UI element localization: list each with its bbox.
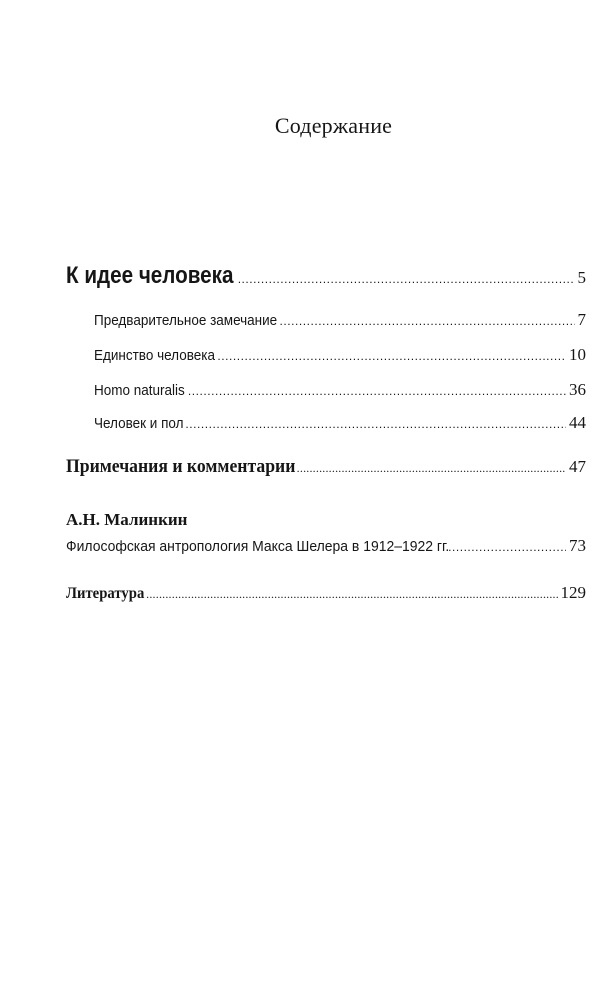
toc-entry-man-and-sex xyxy=(94,413,586,433)
page-title: Содержание xyxy=(274,113,393,138)
toc-entry-preliminary-remark xyxy=(94,310,586,330)
toc-entry-unity-of-man xyxy=(94,345,586,365)
toc-entry-literature xyxy=(66,583,586,603)
toc-entry-title: Примечания и комментарии xyxy=(66,456,296,477)
toc-entry-title: К идее человека xyxy=(66,262,234,289)
toc-entry-title: Философская антропология Макса Шелера в 1912–1922 гг. xyxy=(66,538,450,555)
dot-leader xyxy=(448,538,566,555)
toc-page-number: 7 xyxy=(577,310,586,329)
toc-entry-part-1 xyxy=(66,262,586,290)
dot-leader xyxy=(238,270,575,288)
toc-entry-title: Человек и пол xyxy=(94,415,184,432)
dot-leader xyxy=(217,347,566,364)
toc-entry-title: Литература xyxy=(66,585,145,602)
toc-page-number: 73 xyxy=(569,536,586,555)
dot-leader xyxy=(146,585,557,603)
dot-leader xyxy=(185,415,566,432)
toc-entry-notes xyxy=(66,456,586,478)
toc-page-number: 44 xyxy=(569,413,586,432)
toc-entry-title: Предварительное замечание xyxy=(94,312,278,329)
toc-entry-title: Homo naturalis xyxy=(94,382,185,399)
dot-leader xyxy=(280,312,575,329)
toc-entry-homo-naturalis xyxy=(94,380,586,400)
toc-page-number: 129 xyxy=(560,583,586,602)
dot-leader xyxy=(297,459,566,477)
toc-page-number: 36 xyxy=(569,380,586,399)
toc-entry-title: Единство человека xyxy=(94,347,215,364)
toc-page-number: 10 xyxy=(569,345,586,364)
essay-author: А.Н. Малинкин xyxy=(66,510,188,529)
dot-leader xyxy=(188,382,566,399)
toc-page-number: 5 xyxy=(577,268,586,287)
toc-entry-essay xyxy=(66,536,586,556)
toc-page-number: 47 xyxy=(569,457,586,476)
